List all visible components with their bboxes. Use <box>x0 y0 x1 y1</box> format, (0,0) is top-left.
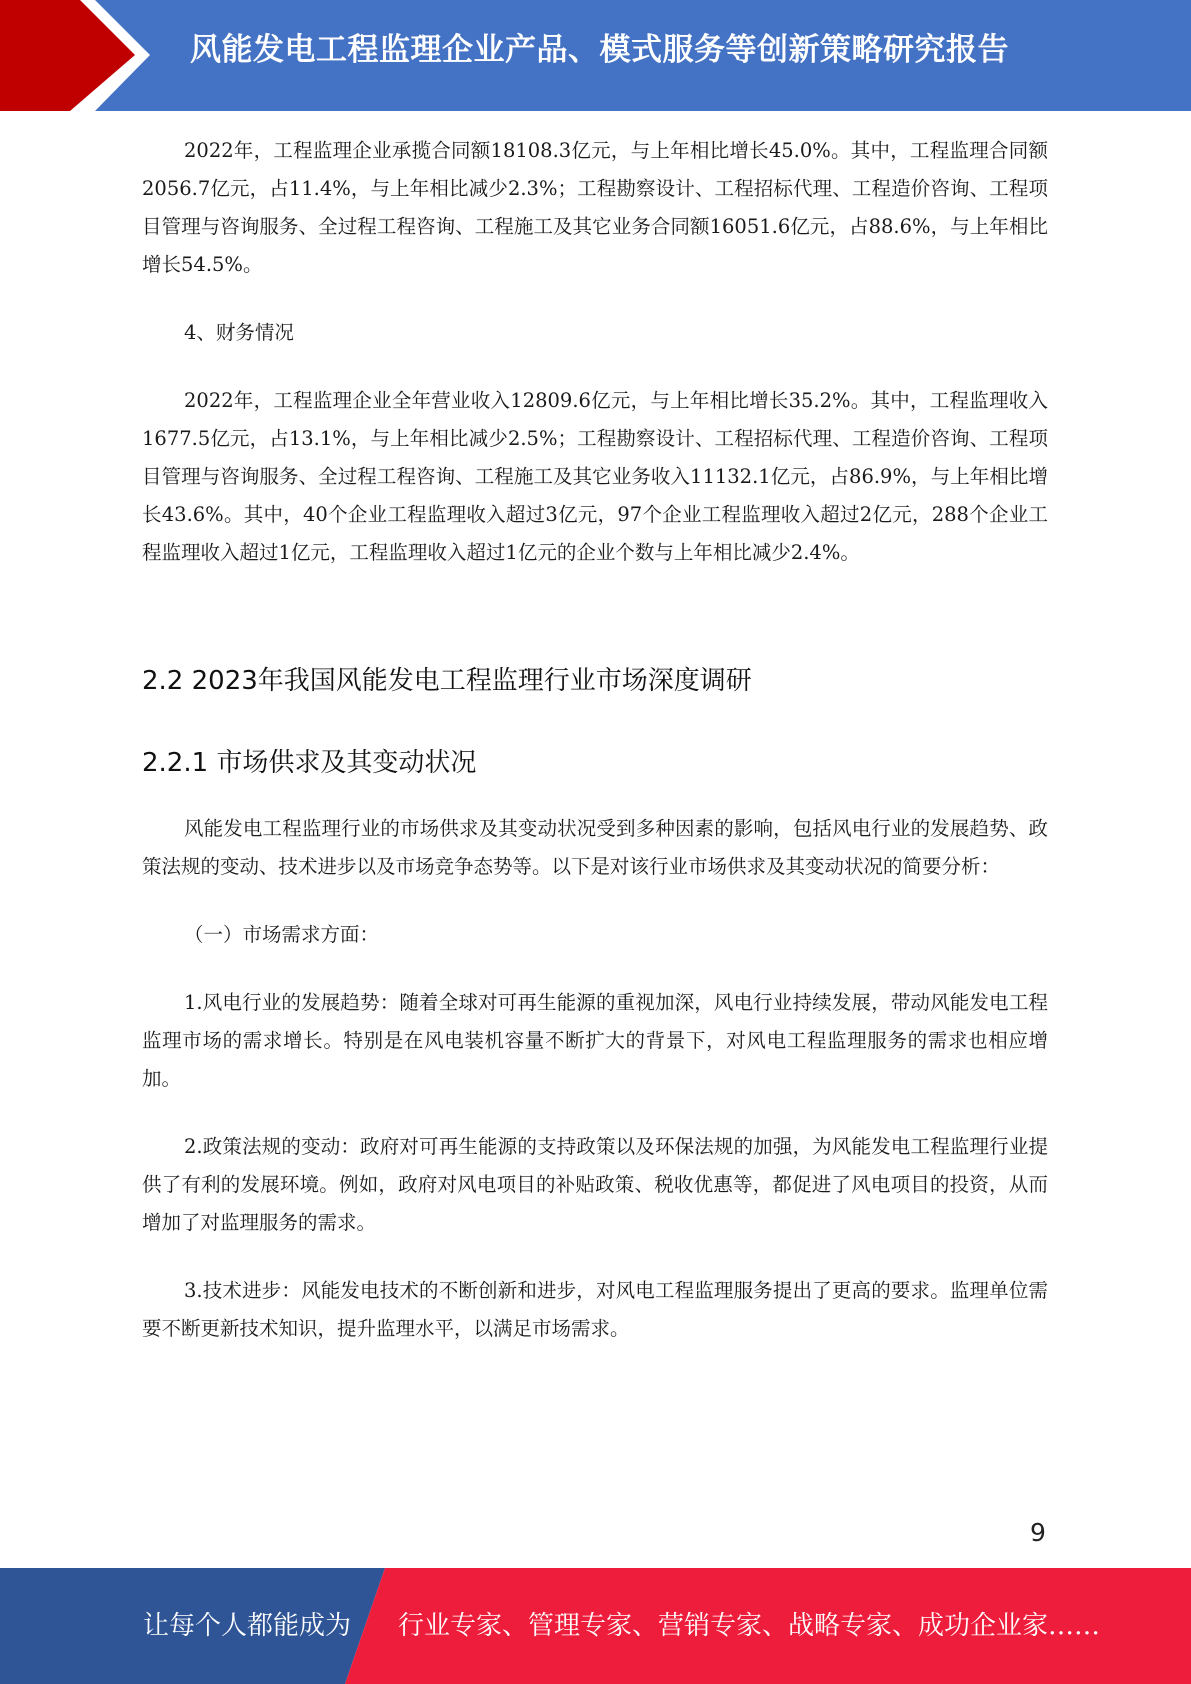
footer-slogan-left: 让每个人都能成为 <box>143 1611 352 1641</box>
footer-slogan-right: 行业专家、管理专家、营销专家、战略专家、成功企业家…… <box>398 1611 1101 1641</box>
page-content <box>142 132 1048 1348</box>
point-industry-trend: 1.风电行业的发展趋势：随着全球对可再生能源的重视加深，风电行业持续发展，带动风能发电工程监理市场的需求增长。特别是在风电装机容量不断扩大的背景下，对风电工程监理服务的需求也相应增加。 <box>142 991 1048 1090</box>
paragraph-contract-amount: 2022年，工程监理企业承揽合同额18108.3亿元，与上年相比增长45.0%。其中，工程监理合同额2056.7亿元，占11.4%，与上年相比减少2.3%；工程勘察设计、工程招标代理、工程造价咨询、工程项目管理与咨询服务、全过程工程咨询、工程施工及其它业务合同额16051.6亿元，占88.6%，与上年相比增长54.5%。 <box>142 139 1048 276</box>
section-heading-2-2-1: 2.2.1 市场供求及其变动状况 <box>142 748 477 778</box>
paragraph-revenue: 2022年，工程监理企业全年营业收入12809.6亿元，与上年相比增长35.2%。其中，工程监理收入1677.5亿元，占13.1%，与上年相比减少2.5%；工程勘察设计、工程招标代理、工程造价咨询、工程项目管理与咨询服务、全过程工程咨询、工程施工及其它业务收入11132.1亿元，占86.9%，与上年相比增长43.6%。其中，40个企业工程监理收入超过3亿元，97个企业工程监理收入超过2亿元，288个企业工程监理收入超过1亿元，工程监理收入超过1亿元的企业个数与上年相比减少2.4%。 <box>142 389 1048 564</box>
item-financial-status: 4、财务情况 <box>184 321 294 344</box>
page-footer <box>0 1568 1191 1684</box>
page-number: 9 <box>1030 1518 1046 1547</box>
market-demand-subtitle: （一）市场需求方面： <box>184 923 380 946</box>
paragraph-supply-demand-intro: 风能发电工程监理行业的市场供求及其变动状况受到多种因素的影响，包括风电行业的发展趋势、政策法规的变动、技术进步以及市场竞争态势等。以下是对该行业市场供求及其变动状况的简要分析： <box>142 817 1048 878</box>
section-heading-2-2: 2.2 2023年我国风能发电工程监理行业市场深度调研 <box>142 666 752 696</box>
report-title: 风能发电工程监理企业产品、模式服务等创新策略研究报告 <box>190 32 1009 68</box>
point-technology-progress: 3.技术进步：风能发电技术的不断创新和进步，对风电工程监理服务提出了更高的要求。监理单位需要不断更新技术知识，提升监理水平，以满足市场需求。 <box>142 1279 1048 1340</box>
point-policy-change: 2.政策法规的变动：政府对可再生能源的支持政策以及环保法规的加强，为风能发电工程监理行业提供了有利的发展环境。例如，政府对风电项目的补贴政策、税收优惠等，都促进了风电项目的投资，从而增加了对监理服务的需求。 <box>142 1135 1048 1234</box>
page-header <box>0 0 1191 111</box>
